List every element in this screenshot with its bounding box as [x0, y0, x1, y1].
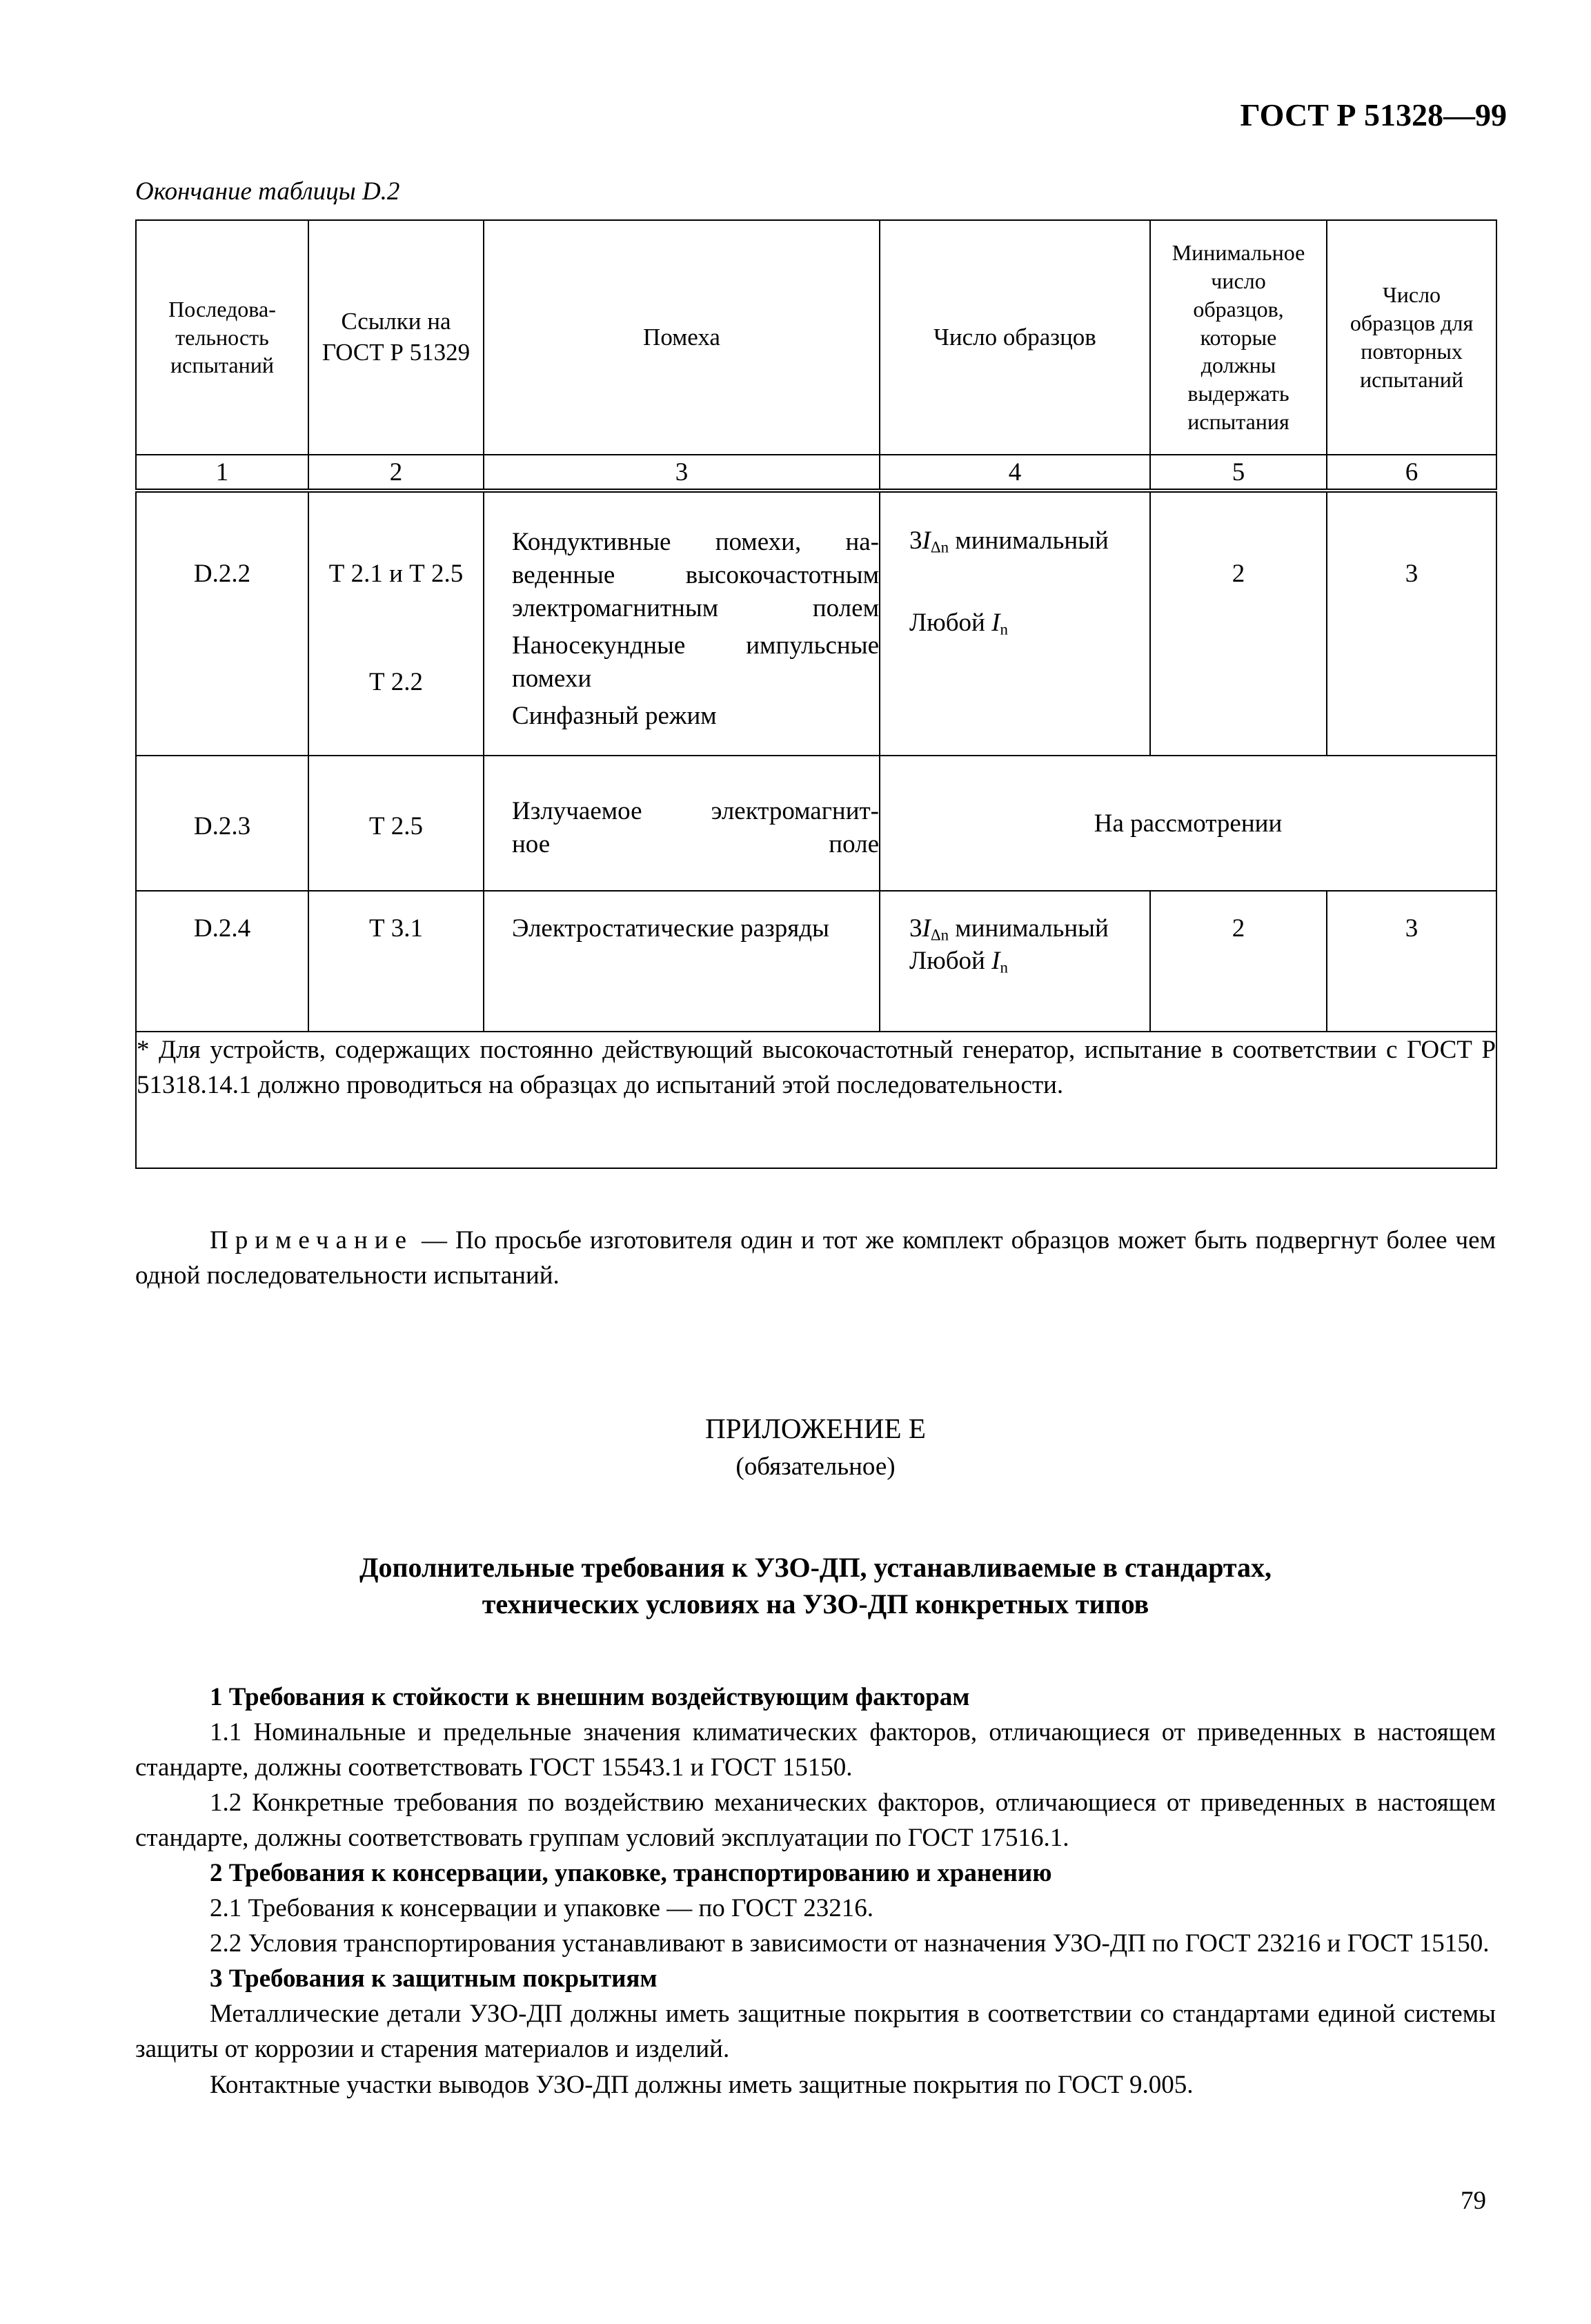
table-row-d23 [136, 756, 1496, 891]
column-number: 3 [484, 455, 880, 491]
table-row-d24 [136, 891, 1496, 1032]
repeat-samples-cell: 3 [1327, 491, 1496, 756]
column-header-sequence: Последова- тельность испытаний [136, 220, 308, 455]
sample-count-value: Любой $I_n$ [909, 946, 1008, 976]
note-label: Примечание [210, 1226, 413, 1254]
interference-text: Синфазный режим [512, 702, 717, 731]
document-number: ГОСТ Р 51328—99 [1240, 97, 1507, 132]
column-number-row [136, 455, 1496, 491]
paragraph: 1.2 Конкретные требования по воздействию механических факторов, отличающиеся от приведенных в настоящем стандарте, должны соответствовать группам условий эксплуатации по ГОСТ 17516.1. [135, 1789, 1496, 1853]
reference-cell: Т 2.5 [308, 756, 484, 891]
repeat-samples-cell: 3 [1327, 891, 1496, 1032]
under-review-cell: На рассмотрении [880, 756, 1496, 891]
paragraph: Контактные участки выводов УЗО-ДП должны иметь защитные покрытия по ГОСТ 9.005. [210, 2070, 1194, 2099]
sample-count-value: $3I_{\Delta n}$ минимальный [909, 914, 1109, 944]
page-number: 79 [1461, 2187, 1486, 2215]
sample-count-value: $3I_{\Delta n}$ минимальный [909, 526, 1109, 556]
sequence-cell: D.2.3 [136, 756, 308, 891]
table-note [135, 1223, 1496, 1293]
column-header-reference: Ссылки на ГОСТ Р 51329 [308, 220, 484, 455]
interference-cell [484, 491, 880, 756]
appendix-subtitle: (обязательное) [735, 1452, 896, 1481]
sample-count-cell [880, 891, 1150, 1032]
reference-value: Т 2.2 [368, 668, 424, 696]
sample-count-value: Любой $I_n$ [909, 608, 1008, 638]
table-row-d22 [136, 491, 1496, 756]
section-heading: 1 Требования к стойкости к внешним воздействующим факторам [210, 1683, 970, 1711]
appendix-heading: Дополнительные требования к УЗО-ДП, устанавливаемые в стандартах, технических условиях на УЗО-ДП конкретных типов [359, 1552, 1272, 1619]
column-number: 4 [880, 455, 1150, 491]
paragraph: 1.1 Номинальные и предельные значения климатических факторов, отличающиеся от приведенных в настоящем стандарте, должны соответствовать ГОСТ 15543.1 и ГОСТ 15150. [135, 1718, 1496, 1782]
min-samples-cell: 2 [1150, 891, 1327, 1032]
table-header-row [136, 220, 1496, 455]
interference-cell: Электростатические разряды [484, 891, 880, 1032]
column-header-interference: Помеха [484, 220, 880, 455]
appendix-body [135, 1680, 1496, 2103]
column-header-repeat-samples: Число образцов для повторных испытаний [1327, 220, 1496, 455]
section-heading: 2 Требования к консервации, упаковке, транспортированию и хранению [210, 1859, 1052, 1888]
interference-text: Наносекундные импульсные помехи [512, 631, 879, 693]
reference-cell: Т 3.1 [308, 891, 484, 1032]
interference-text: Кондуктивные помехи, на- веденные высокочастотным электромагнитным полем [512, 528, 879, 623]
paragraph: Металлические детали УЗО-ДП должны иметь защитные покрытия в соответствии со стандартами единой системы защиты от коррозии и старения материалов и изделий. [135, 2000, 1496, 2064]
reference-value: Т 2.1 и Т 2.5 [328, 560, 464, 588]
interference-text: Излучаемое электромагнит- ное поле [512, 797, 879, 859]
interference-cell [484, 756, 880, 891]
section-heading: 3 Требования к защитным покрытиям [210, 1964, 658, 1993]
sequence-cell: D.2.2 [136, 491, 308, 756]
min-samples-cell: 2 [1150, 491, 1327, 756]
paragraph: 2.1 Требования к консервации и упаковке — по ГОСТ 23216. [210, 1894, 873, 1923]
column-number: 5 [1150, 455, 1327, 491]
paragraph: 2.2 Условия транспортирования устанавливают в зависимости от назначения УЗО-ДП по ГОСТ 23216 и ГОСТ 15150. [210, 1929, 1490, 1958]
table-footnote: * Для устройств, содержащих постоянно действующий высокочастотный генератор, испытание в соответствии с ГОСТ Р 51318.14.1 должно проводиться на образцах до испытаний этой последовательности. [136, 1032, 1496, 1168]
column-number: 6 [1327, 455, 1496, 491]
test-sequence-table [135, 219, 1497, 1169]
column-number: 1 [136, 455, 308, 491]
sample-count-cell [880, 491, 1150, 756]
table-caption: Окончание таблицы D.2 [135, 177, 400, 206]
column-header-sample-count: Число образцов [880, 220, 1150, 455]
column-number: 2 [308, 455, 484, 491]
reference-cell [308, 491, 484, 756]
appendix-title: ПРИЛОЖЕНИЕ Е [705, 1412, 926, 1444]
note-text: — По просьбе изготовителя один и тот же комплект образцов может быть подвергнут более чем одной последовательности испытаний. [135, 1226, 1496, 1290]
sequence-cell: D.2.4 [136, 891, 308, 1032]
table-footnote-row [136, 1032, 1496, 1168]
column-header-min-samples: Минимальное число образцов, которые должны выдержать испытания [1150, 220, 1327, 455]
